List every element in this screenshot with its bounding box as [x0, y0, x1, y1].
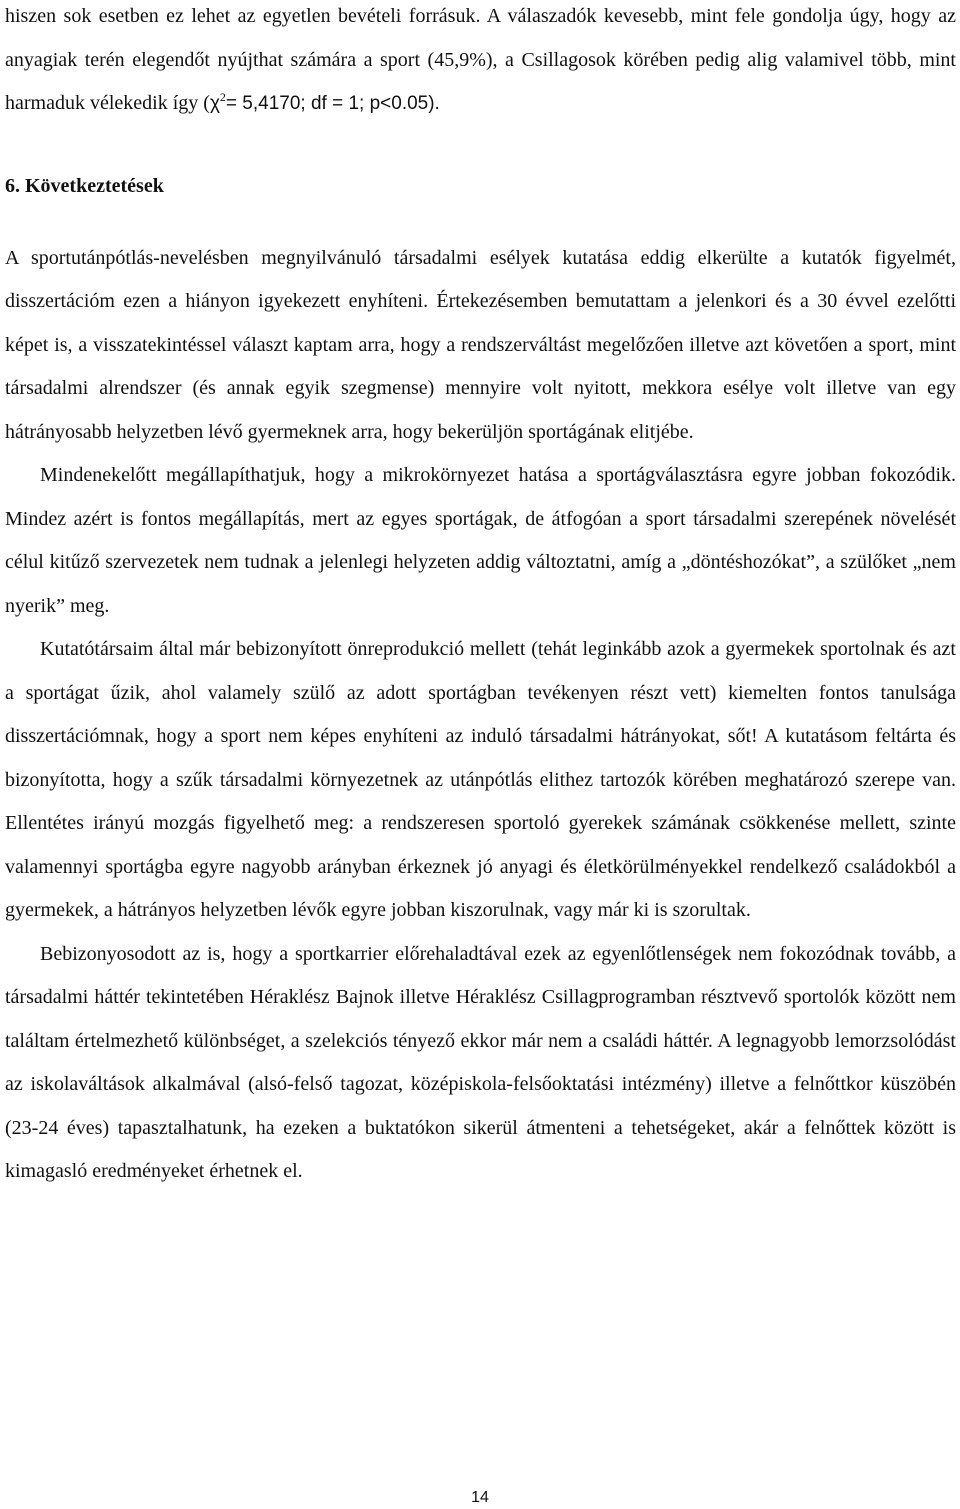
- section-heading: 6. Következtetések: [5, 174, 164, 197]
- intro-text: hiszen sok esetben ez lehet az egyetlen bevételi forrásuk. A válaszadók kevesebb, mint fele gondolja úgy, hogy az anyagiak terén elegendőt nyújthat számára a sport (45,9%), a Csillagosok körében pedig alig valamivel több, mint harmaduk vélekedik így (: [5, 5, 956, 114]
- intro-paragraph: [5, 0, 956, 126]
- conclusion-paragraph-4: Bebizonyosodott az is, hogy a sportkarrier előrehaladtával ezek az egyenlőtlenségek nem fokozódnak tovább, a társadalmi háttér tekintetében Héraklész Bajnok illetve Héraklész Csillagprogramban résztvevő sportolók között nem találtam értelmezhető különbséget, a szelekciós tényező ekkor már nem a családi háttér. A legnagyobb lemorzsolódást az iskolaváltások alkalmával (alsó-felső tagozat, középiskola-felsőoktatási intézmény) illetve a felnőttkor küszöbén (23-24 éves) tapasztalhatunk, ha ezeken a buktatókon sikerül átmenteni a tehetségeket, akár a felnőttek között is kimagasló eredményeket érhetnek el.: [5, 942, 956, 1182]
- chi-square-exponent: 2: [219, 90, 226, 104]
- chi-square-result: = 5,4170; df = 1; p<0.05).: [225, 93, 440, 114]
- document-page: [5, 0, 956, 1194]
- conclusion-paragraph-2: Mindenekelőtt megállapíthatjuk, hogy a mikrokörnyezet hatása a sportágválasztásra egyre jobban fokozódik. Mindez azért is fontos megállapítás, mert az egyes sportágak, de átfogóan a sport társadalmi szerepének növelését célul kitűző szervezetek nem tudnak a jelenlegi helyzeten addig változtatni, amíg a „döntéshozókat”, a szülőket „nem nyerik” meg.: [5, 464, 956, 617]
- page-number: 14: [471, 1489, 489, 1506]
- conclusion-paragraph-1: A sportutánpótlás-nevelésben megnyilvánuló társadalmi esélyek kutatása eddig elkerülte a kutatók figyelmét, disszertációm ezen a hiányon igyekezett enyhíteni. Értekezésemben bemutattam a jelenkori és a 30 évvel ezelőtti képet is, a visszatekintéssel választ kaptam arra, hogy a rendszerváltást megelőzően illetve azt követően a sport, mint társadalmi alrendszer (és annak egyik szegmense) mennyire volt nyitott, mekkora esélye volt illetve van egy hátrányosabb helyzetben lévő gyermeknek arra, hogy bekerüljön sportágának elitjébe.: [5, 246, 956, 443]
- conclusion-paragraph-3: Kutatótársaim által már bebizonyított önreprodukció mellett (tehát leginkább azok a gyermekek sportolnak és azt a sportágat űzik, ahol valamely szülő az adott sportágban tevékenyen részt vett) kiemelten fontos tanulsága disszertációmnak, hogy a sport nem képes enyhíteni az induló társadalmi hátrányokat, sőt! A kutatásom feltárta és bizonyította, hogy a szűk társadalmi környezetnek az utánpótlás elithez tartozók körében meghatározó szerepe van. Ellentétes irányú mozgás figyelhető meg: a rendszeresen sportoló gyerekek számának csökkenése mellett, szinte valamennyi sportágba egyre nagyobb arányban érkeznek jó anyagi és életkörülményekkel rendelkező családokból a gyermekek, a hátrányos helyzetben lévők egyre jobban kiszorulnak, vagy már ki is szorultak.: [5, 638, 956, 921]
- chi-square-symbol: χ: [209, 93, 220, 114]
